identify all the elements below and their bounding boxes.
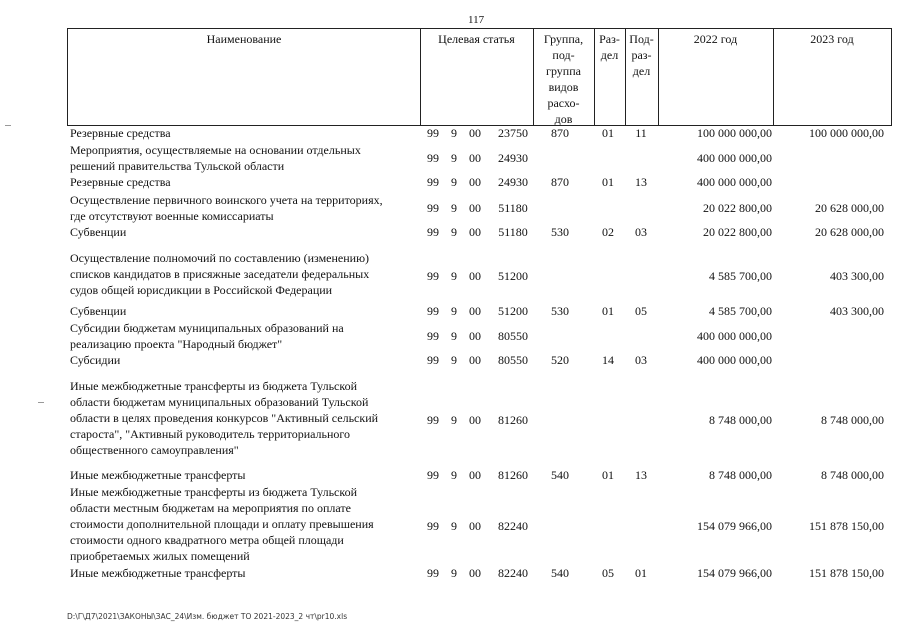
target-code: 51180 — [498, 201, 528, 215]
header-name: Наименование — [206, 32, 282, 46]
row-name: Субвенции — [70, 304, 127, 318]
header-2022: 2022 год — [693, 32, 738, 46]
target-c2: 9 — [451, 329, 457, 343]
section-code: 02 — [602, 225, 614, 239]
file-path-footer: D:\Г\Д7\2021\ЗАКОНЫ\ЗАС_24\Изм. бюджет ТО 2021-2023_2 чт\pr10.xls — [67, 612, 348, 621]
amount-2022: 154 079 966,00 — [697, 566, 772, 580]
target-c2: 9 — [451, 201, 457, 215]
target-code: 82240 — [498, 519, 528, 533]
subsection-code: 13 — [635, 468, 647, 482]
subsection-code: 03 — [635, 353, 647, 367]
target-c1: 99 — [427, 126, 439, 140]
amount-2022: 8 748 000,00 — [709, 468, 772, 482]
subsection-code: 01 — [635, 566, 647, 580]
target-c3: 00 — [469, 225, 481, 239]
subsection-code: 13 — [635, 175, 647, 189]
group-code: 530 — [551, 304, 569, 318]
row-name: Субсидии — [70, 353, 121, 367]
group-code: 870 — [551, 175, 569, 189]
target-c2: 9 — [451, 225, 457, 239]
target-c2: 9 — [451, 566, 457, 580]
page-number: 117 — [468, 14, 485, 26]
section-code: 01 — [602, 175, 614, 189]
amount-2022: 400 000 000,00 — [697, 175, 772, 189]
group-code: 540 — [551, 468, 569, 482]
amount-2022: 4 585 700,00 — [709, 304, 772, 318]
target-c3: 00 — [469, 304, 481, 318]
target-c2: 9 — [451, 151, 457, 165]
section-code: 01 — [602, 468, 614, 482]
row-name: Резервные средства — [70, 175, 171, 189]
amount-2023: 100 000 000,00 — [809, 126, 884, 140]
group-code: 520 — [551, 353, 569, 367]
target-code: 81260 — [498, 413, 528, 427]
amount-2022: 400 000 000,00 — [697, 329, 772, 343]
target-c1: 99 — [427, 151, 439, 165]
row-name: Иные межбюджетные трансферты из бюджета Тульской области бюджетам муниципальных образований Тульской области в целях проведения конкурсов "Активный сельский староста", "Активный руководитель территориального общественного самоуправления" — [70, 379, 379, 457]
target-c1: 99 — [427, 329, 439, 343]
target-c3: 00 — [469, 151, 481, 165]
header-target: Целевая статья — [438, 32, 515, 46]
target-c3: 00 — [469, 468, 481, 482]
amount-2022: 400 000 000,00 — [697, 353, 772, 367]
target-c1: 99 — [427, 201, 439, 215]
target-c3: 00 — [469, 566, 481, 580]
target-code: 80550 — [498, 353, 528, 367]
target-c2: 9 — [451, 126, 457, 140]
amount-2023: 151 878 150,00 — [809, 566, 884, 580]
row-name: Иные межбюджетные трансферты — [70, 468, 246, 482]
row-name: Иные межбюджетные трансферты — [70, 566, 246, 580]
amount-2022: 8 748 000,00 — [709, 413, 772, 427]
target-code: 51180 — [498, 225, 528, 239]
target-c1: 99 — [427, 519, 439, 533]
amount-2023: 20 628 000,00 — [815, 225, 884, 239]
section-code: 01 — [602, 126, 614, 140]
header-group: Группа, под- группа видов расхо- дов — [543, 32, 584, 126]
target-c1: 99 — [427, 269, 439, 283]
target-c1: 99 — [427, 566, 439, 580]
amount-2023: 8 748 000,00 — [821, 413, 884, 427]
target-c2: 9 — [451, 468, 457, 482]
target-c2: 9 — [451, 175, 457, 189]
group-code: 530 — [551, 225, 569, 239]
amount-2022: 100 000 000,00 — [697, 126, 772, 140]
amount-2023: 403 300,00 — [830, 304, 884, 318]
section-code: 05 — [602, 566, 614, 580]
target-c3: 00 — [469, 329, 481, 343]
group-code: 540 — [551, 566, 569, 580]
target-c3: 00 — [469, 519, 481, 533]
row-name: Иные межбюджетные трансферты из бюджета Тульской области местным бюджетам на мероприятия по оплате стоимости дополнительной площади и оплату превышения стоимости одного квадратного метра общей площади приобретаемых жилых помещений — [70, 485, 374, 563]
row-name: Осуществление полномочий по составлению (изменению) списков кандидатов в присяжные заседатели федеральных судов общей юрисдикции в Российской Федерации — [70, 251, 370, 297]
subsection-code: 11 — [635, 126, 647, 140]
amount-2023: 8 748 000,00 — [821, 468, 884, 482]
amount-2023: 403 300,00 — [830, 269, 884, 283]
row-name: Субвенции — [70, 225, 127, 239]
row-name: Мероприятия, осуществляемые на основании отдельных решений правительства Тульской области — [70, 143, 361, 173]
target-code: 51200 — [498, 304, 528, 318]
target-code: 23750 — [498, 126, 528, 140]
subsection-code: 03 — [635, 225, 647, 239]
target-c1: 99 — [427, 468, 439, 482]
target-c1: 99 — [427, 304, 439, 318]
target-c2: 9 — [451, 304, 457, 318]
amount-2023: 20 628 000,00 — [815, 201, 884, 215]
amount-2022: 400 000 000,00 — [697, 151, 772, 165]
target-c1: 99 — [427, 225, 439, 239]
target-c3: 00 — [469, 413, 481, 427]
amount-2022: 20 022 800,00 — [703, 225, 772, 239]
target-c3: 00 — [469, 269, 481, 283]
target-c3: 00 — [469, 126, 481, 140]
target-code: 80550 — [498, 329, 528, 343]
header-2023: 2023 год — [810, 32, 854, 46]
group-code: 870 — [551, 126, 569, 140]
table-header — [67, 28, 892, 126]
target-c2: 9 — [451, 353, 457, 367]
target-code: 82240 — [498, 566, 528, 580]
row-name: Осуществление первичного воинского учета на территориях, где отсутствуют военные комиссариаты — [70, 193, 383, 223]
row-name: Субсидии бюджетам муниципальных образований на реализацию проекта "Народный бюджет" — [70, 321, 344, 351]
row-name: Резервные средства — [70, 126, 171, 140]
target-c2: 9 — [451, 269, 457, 283]
amount-2022: 4 585 700,00 — [709, 269, 772, 283]
target-c3: 00 — [469, 201, 481, 215]
amount-2023: 151 878 150,00 — [809, 519, 884, 533]
target-c2: 9 — [451, 413, 457, 427]
target-c1: 99 — [427, 413, 439, 427]
target-code: 51200 — [498, 269, 528, 283]
target-c1: 99 — [427, 353, 439, 367]
target-code: 24930 — [498, 175, 528, 189]
header-subsection: Под- раз- дел — [629, 32, 654, 78]
header-section: Раз- дел — [599, 32, 620, 62]
amount-2022: 154 079 966,00 — [697, 519, 772, 533]
section-code: 14 — [602, 353, 614, 367]
target-c3: 00 — [469, 353, 481, 367]
section-code: 01 — [602, 304, 614, 318]
target-c1: 99 — [427, 175, 439, 189]
target-code: 24930 — [498, 151, 528, 165]
subsection-code: 05 — [635, 304, 647, 318]
target-c3: 00 — [469, 175, 481, 189]
amount-2022: 20 022 800,00 — [703, 201, 772, 215]
target-c2: 9 — [451, 519, 457, 533]
target-code: 81260 — [498, 468, 528, 482]
